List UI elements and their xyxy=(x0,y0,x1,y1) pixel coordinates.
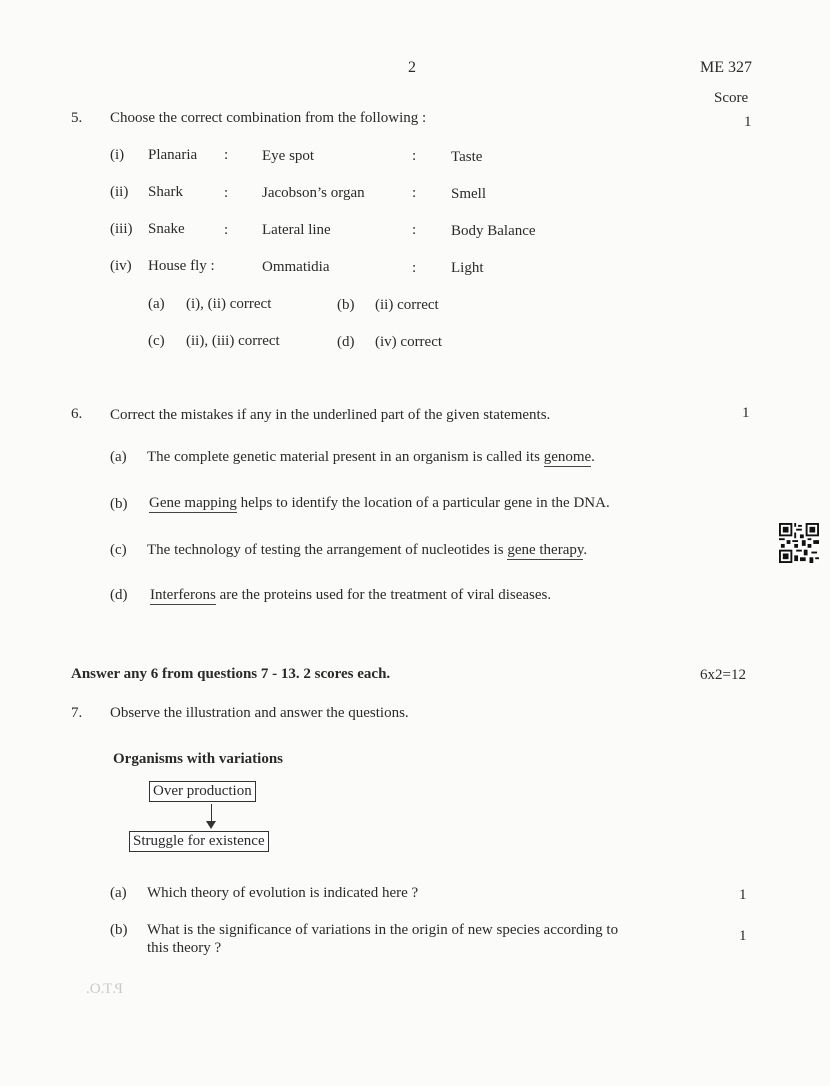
separator: : xyxy=(224,222,229,238)
option-text: (ii), (iii) correct xyxy=(186,333,280,349)
option-text: (ii) correct xyxy=(375,297,439,313)
pto-mark: P.T.O. xyxy=(86,981,123,997)
part-label: (b) xyxy=(110,496,128,512)
row-number: (ii) xyxy=(110,184,129,200)
underlined-term: Gene mapping xyxy=(149,495,237,511)
organism-name: Snake xyxy=(148,221,185,237)
statement xyxy=(147,542,587,559)
statement-text: are the proteins used for the treatment of viral diseases. xyxy=(219,587,552,603)
question-text: Observe the illustration and answer the questions. xyxy=(110,705,409,721)
separator: : xyxy=(224,185,229,201)
underlined-term: Interferons xyxy=(150,587,216,603)
separator: : xyxy=(224,147,229,163)
part-text-line-1: What is the significance of variations in the origin of new species according to xyxy=(147,922,619,938)
organ-name: Ommatidia xyxy=(262,259,330,275)
part-text: Which theory of evolution is indicated here ? xyxy=(147,885,419,901)
separator: : xyxy=(412,148,417,164)
organism-name: Shark xyxy=(148,184,183,200)
page-number: 2 xyxy=(408,59,416,76)
function-name: Taste xyxy=(451,149,483,165)
score-label: Score xyxy=(714,90,749,106)
diagram-box-struggle: Struggle for existence xyxy=(129,831,269,852)
separator: : xyxy=(412,185,417,201)
part-label: (c) xyxy=(110,542,127,558)
question-score: 1 xyxy=(742,405,750,421)
question-score: 1 xyxy=(744,114,752,130)
option-label: (d) xyxy=(337,334,355,350)
statement xyxy=(147,449,595,466)
option-text: (i), (ii) correct xyxy=(186,296,272,312)
statement-text: . xyxy=(591,449,595,465)
underlined-term: genome xyxy=(543,449,592,465)
option-label: (c) xyxy=(148,333,165,349)
question-text: Correct the mistakes if any in the underlined part of the given statements. xyxy=(110,407,551,423)
qr-code-icon xyxy=(779,523,819,563)
row-number: (iii) xyxy=(110,221,133,237)
function-name: Light xyxy=(451,260,484,276)
organism-name: Planaria xyxy=(148,147,198,163)
function-name: Smell xyxy=(451,186,487,202)
diagram-title: Organisms with variations xyxy=(113,751,284,767)
separator: : xyxy=(412,260,417,276)
part-score: 1 xyxy=(739,928,747,944)
exam-code: ME 327 xyxy=(700,59,752,76)
part-label: (d) xyxy=(110,587,128,603)
part-label: (a) xyxy=(110,885,127,901)
part-text-line-2: this theory ? xyxy=(147,940,222,956)
part-score: 1 xyxy=(739,887,747,903)
organ-name: Eye spot xyxy=(262,148,315,164)
row-number: (i) xyxy=(110,147,125,163)
option-label: (b) xyxy=(337,297,355,313)
row-number: (iv) xyxy=(110,258,132,274)
part-label: (b) xyxy=(110,922,128,938)
question-text: Choose the correct combination from the following : xyxy=(110,110,427,126)
arrow-line xyxy=(211,804,212,822)
option-label: (a) xyxy=(148,296,165,312)
arrow-down-icon xyxy=(206,821,216,829)
organism-name: House fly : xyxy=(148,258,215,274)
option-text: (iv) correct xyxy=(375,334,443,350)
statement xyxy=(149,495,610,512)
part-label: (a) xyxy=(110,449,127,465)
section-heading: Answer any 6 from questions 7 - 13. 2 scores each. xyxy=(71,666,391,682)
question-number: 5. xyxy=(71,110,83,126)
organ-name: Lateral line xyxy=(262,222,331,238)
separator: : xyxy=(412,222,417,238)
organ-name: Jacobson’s organ xyxy=(262,185,365,201)
statement-text: The technology of testing the arrangement of nucleotides is xyxy=(147,542,504,558)
function-name: Body Balance xyxy=(451,223,536,239)
statement-text: The complete genetic material present in an organism is called its xyxy=(147,449,540,465)
diagram-box-over-production: Over production xyxy=(149,781,256,802)
statement-text: helps to identify the location of a particular gene in the DNA. xyxy=(240,495,610,511)
question-number: 6. xyxy=(71,406,83,422)
statement-text: . xyxy=(583,542,588,558)
section-score: 6x2=12 xyxy=(700,667,746,683)
question-number: 7. xyxy=(71,705,83,721)
underlined-term: gene therapy xyxy=(507,542,584,558)
statement xyxy=(150,587,551,604)
